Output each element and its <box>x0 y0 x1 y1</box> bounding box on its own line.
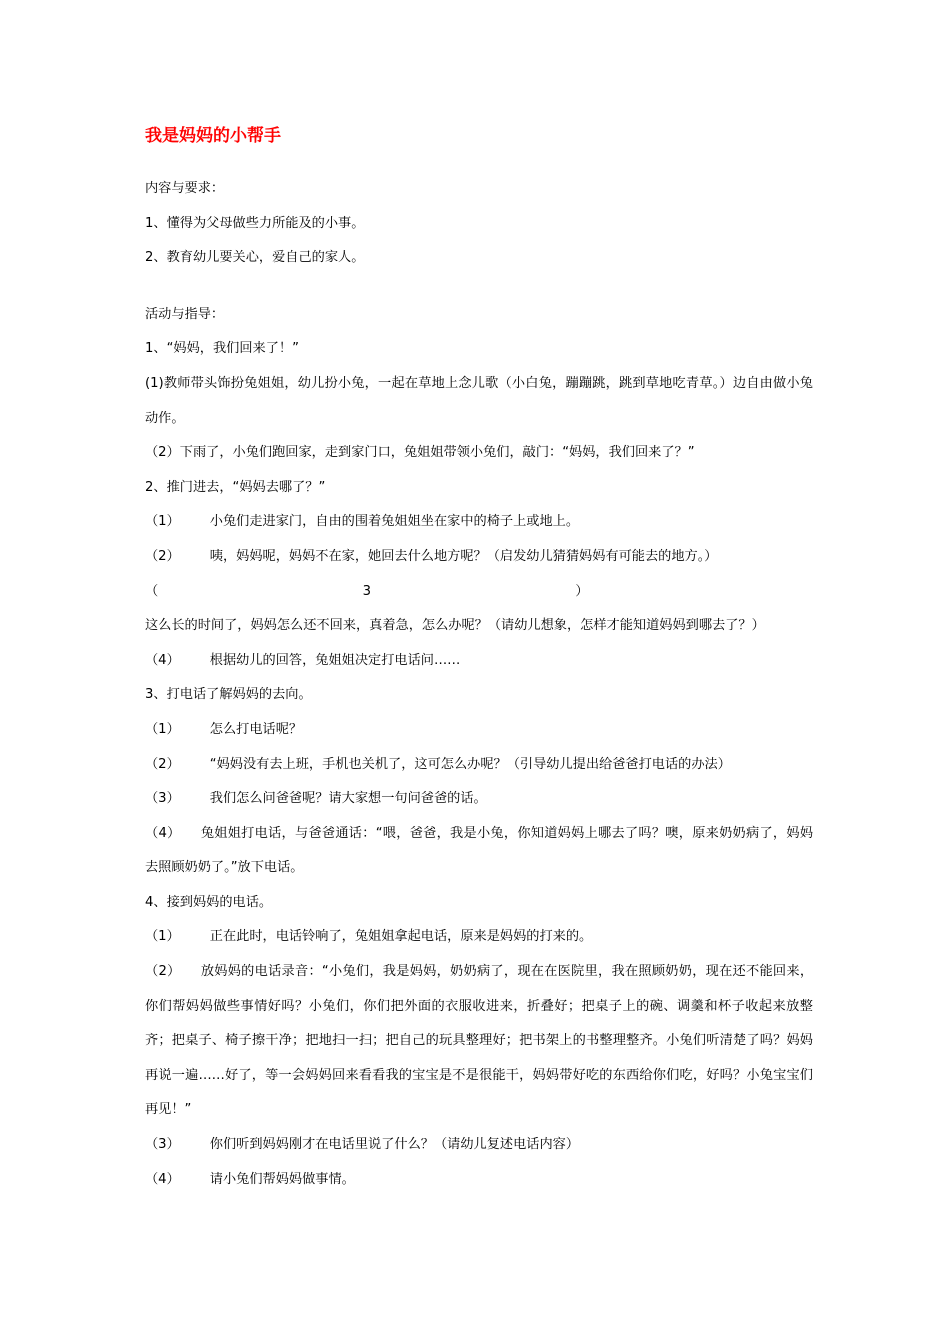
activity-step-title: 2、推门进去，“妈妈去哪了？” <box>145 479 326 495</box>
activity-paragraph <box>145 782 813 817</box>
item-number: （1） <box>145 721 180 737</box>
item-text: 我们怎么问爸爸呢？请大家想一句问爸爸的话。 <box>209 791 487 807</box>
item-number: （3） <box>145 1137 180 1153</box>
item-text: 咦，妈妈呢，妈妈不在家，她回去什么地方呢？（启发幼儿猜猜妈妈有可能去的地方。） <box>209 548 718 564</box>
item-text: 请小兔们帮妈妈做事情。 <box>209 1171 355 1187</box>
activity-step-title: 1、“妈妈，我们回来了！” <box>145 341 299 357</box>
item-number: （2） <box>145 548 180 564</box>
item-text: 正在此时，电话铃响了，兔姐姐拿起电话，原来是妈妈的打来的。 <box>209 929 593 945</box>
activity-paragraph <box>145 1128 813 1163</box>
activity-step-title: 3、打电话了解妈妈的去向。 <box>145 687 312 703</box>
item-number: （2） <box>145 756 180 772</box>
requirement-item: 2、教育幼儿要关心，爱自己的家人。 <box>145 250 365 266</box>
item-text: 兔姐姐打电话，与爸爸通话：“喂，爸爸，我是小兔，你知道妈妈上哪去了吗？噢，原来奶奶病了，妈妈去照顾奶奶了。”放下电话。 <box>145 825 814 876</box>
item-number: （3） <box>145 583 793 599</box>
activity-paragraph <box>145 817 813 886</box>
activity-paragraph <box>145 955 813 1128</box>
item-text: 你们听到妈妈刚才在电话里说了什么？（请幼儿复述电话内容） <box>209 1137 580 1153</box>
section-heading-activities: 活动与指导： <box>145 306 225 322</box>
activity-paragraph <box>145 1163 813 1198</box>
activity-step-title: 4、接到妈妈的电话。 <box>145 894 273 910</box>
spacer <box>145 276 813 298</box>
activity-paragraph <box>145 920 813 955</box>
requirement-item: 1、懂得为父母做些力所能及的小事。 <box>145 215 365 231</box>
item-number: （2） <box>145 964 181 980</box>
section-heading-requirements: 内容与要求： <box>145 181 225 196</box>
activity-paragraph <box>145 575 813 644</box>
activity-paragraph: （2）下雨了，小兔们跑回家，走到家门口，兔姐姐带领小兔们，敲门：“妈妈，我们回来了？” <box>145 445 695 461</box>
item-text: 放妈妈的电话录音：“小兔们，我是妈妈，奶奶病了，现在在医院里，我在照顾奶奶，现在还不能回来，你们帮妈妈做些事情好吗？小兔们，你们把外面的衣服收进来，折叠好；把桌子上的碗、调羹和杯子收起来放整齐；把桌子、椅子擦干净；把地扫一扫；把自己的玩具整理好；把书架上的书整理整齐。小兔们听清楚了吗？妈妈再说一遍……好了，等一会妈妈回来看看我的宝宝是不是很能干，妈妈带好吃的东西给你们吃，好吗？小兔宝宝们再见！” <box>145 964 814 1118</box>
activity-paragraph <box>145 713 813 748</box>
item-text: 怎么打电话呢？ <box>209 721 303 737</box>
item-number: （3） <box>145 791 180 807</box>
activity-paragraph <box>145 540 813 575</box>
item-text: 根据幼儿的回答，兔姐姐决定打电话问…… <box>209 652 461 668</box>
activity-paragraph <box>145 644 813 679</box>
activity-paragraph: (1)教师带头饰扮兔姐姐，幼儿扮小兔，一起在草地上念儿歌（小白兔，蹦蹦跳，跳到草地吃青草。）边自由做小兔动作。 <box>145 375 813 426</box>
document-title: 我是妈妈的小帮手 <box>145 126 281 146</box>
item-number: （4） <box>145 1171 180 1187</box>
item-number: （1） <box>145 514 180 530</box>
activity-paragraph <box>145 505 813 540</box>
item-number: （1） <box>145 929 180 945</box>
item-text: “妈妈没有去上班，手机也关机了，这可怎么办呢？（引导幼儿提出给爸爸打电话的办法） <box>209 756 731 772</box>
item-text: 这么长的时间了，妈妈怎么还不回来，真着急，怎么办呢？（请幼儿想象，怎样才能知道妈妈到哪去了？） <box>145 618 765 634</box>
activity-paragraph <box>145 748 813 783</box>
document-page <box>145 122 813 1197</box>
item-number: （4） <box>145 652 180 668</box>
item-text: 小兔们走进家门，自由的围着兔姐姐坐在家中的椅子上或地上。 <box>209 514 580 530</box>
item-number: （4） <box>145 825 181 841</box>
